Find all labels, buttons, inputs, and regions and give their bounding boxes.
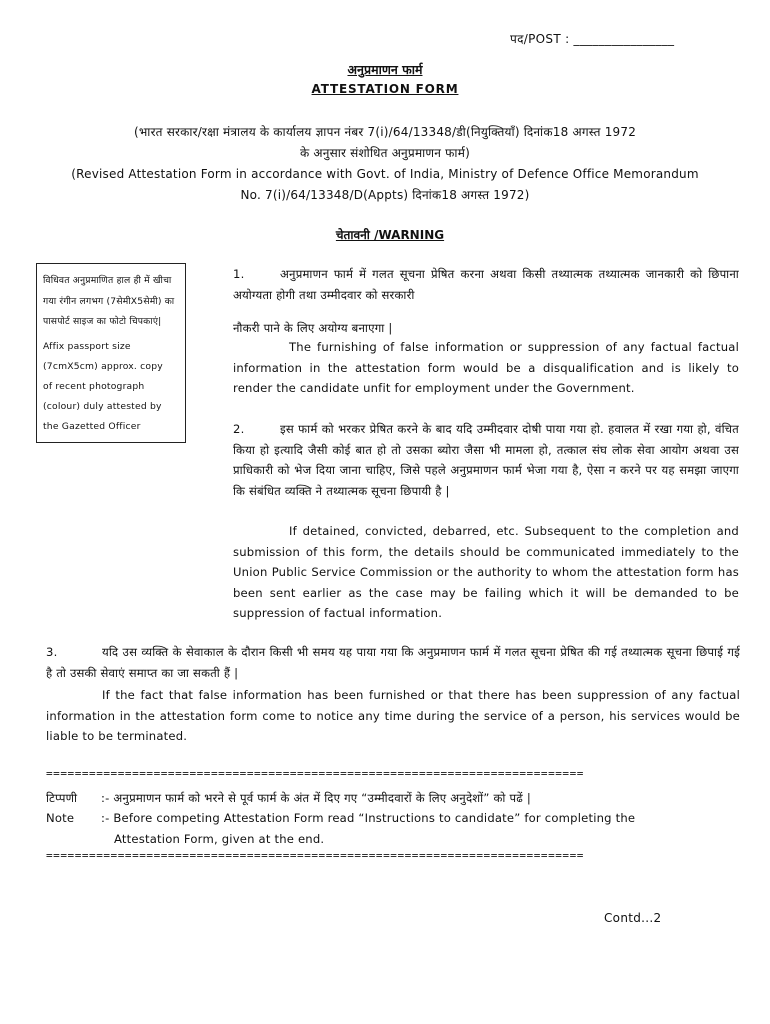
para3-hindi-text: यदि उस व्यक्ति के सेवाकाल के दौरान किसी भी समय यह पाया गया कि अनुप्रमाणन फार्म में गलत सूचना प्रेषित की गई तथ्यात्मक सूचना छिपाई गई है तो उसकी सेवाएं समाप्त का जा सकती हैं | xyxy=(46,645,740,680)
note-hindi-label: टिप्पणी xyxy=(46,791,78,805)
subtitle-line: (Revised Attestation Form in accordance with Govt. of India, Ministry of Defence Office Memorandum xyxy=(71,167,699,181)
photo-instructions-english-line: the Gazetted Officer xyxy=(43,420,141,432)
post-field: पद/POST : ________________ xyxy=(510,32,675,46)
note-english xyxy=(46,808,635,829)
para1-english xyxy=(233,337,739,399)
divider-top: =========================================================================== xyxy=(46,767,584,780)
note-hindi-text: :- अनुप्रमाणन फार्म को भरने से पूर्व फार्म के अंत में दिए गए “उम्मीदवारों के लिए अनुदेशों” को पढें | xyxy=(101,791,531,805)
para2-english-text: If detained, convicted, debarred, etc. Subsequent to the completion and submission of this form, the details should be communicated immediately to the Union Public Service Commission or the authority to whom the attestation form has been sent earlier as the case may be failing which it will be demanded to be suppression of factual information. xyxy=(233,524,739,621)
divider-bottom: =========================================================================== xyxy=(46,849,584,862)
note-english-label: Note xyxy=(46,811,75,825)
para3-hindi xyxy=(46,642,740,683)
photo-instructions-english-line: (7cmX5cm) approx. copy xyxy=(43,360,163,372)
para3-english xyxy=(46,685,740,747)
photo-instructions-english-line: of recent photograph xyxy=(43,380,145,392)
para2-hindi-text: इस फार्म को भरकर प्रेषित करने के बाद यदि उम्मीदवार दोषी पाया गया हो. हवालत में रखा गया हो, वंचित किया हो इत्यादि जैसी कोई बात हो तो उसका ब्योरा जैसा भी मामला हो, तत्काल संघ लोक सेवा आयोग अथवा उस प्राधिकारी को भेज दिया जाना चाहिए, जिसे पहले अनुप्रमाणन फार्म भेजा गया है, ऐसा न करने पर यह समझा जाएगा कि संबंधित व्यक्ति ने तथ्यात्मक सूचना छिपायी है | xyxy=(233,422,739,498)
para1-hindi-text: अनुप्रमाणन फार्म में गलत सूचना प्रेषित करना अथवा किसी तथ्यात्मक तथ्यात्मक जानकारी को छिपाना अयोग्यता होगी तथा उम्मीदवार को सरकारी xyxy=(233,267,739,302)
para3-number: 3. xyxy=(46,645,58,659)
para3-english-text: If the fact that false information has been furnished or that there has been suppression of any factual information in the attestation form come to notice any time during the service of a person, his services would be liable to be terminated. xyxy=(46,688,740,744)
photo-instructions-english-line: Affix passport size xyxy=(43,340,131,352)
form-title-hindi: अनुप्रमाणन फार्म xyxy=(347,62,423,77)
warning-heading: चेतावनी /WARNING xyxy=(335,228,445,242)
form-title-english: ATTESTATION FORM xyxy=(311,82,459,96)
para1-hindi xyxy=(233,264,739,305)
para2-number: 2. xyxy=(233,422,245,436)
photo-instructions-hindi: विधिवत अनुप्रमाणित हाल ही में खीचा गया रंगीन लगभग (7सेमीX5सेमी) का पासपोर्ट साइज का फोटो चिपकाएं| xyxy=(43,275,175,327)
para1-hindi-continued: नौकरी पाने के लिए अयोग्य बनाएगा | xyxy=(233,321,393,335)
subtitle-line: के अनुसार संशोधित अनुप्रमाणन फार्म) xyxy=(299,146,471,160)
para2-hindi xyxy=(233,419,739,501)
para1-english-text: The furnishing of false information or suppression of any factual factual information in the attestation form would be a disqualification and is likely to render the candidate unfit for employment under the Government. xyxy=(233,340,739,396)
form-subtitle xyxy=(60,122,710,206)
subtitle-line: No. 7(i)/64/13348/D(Appts) दिनांक18 अगस्त 1972) xyxy=(240,188,530,202)
note-hindi xyxy=(46,788,531,809)
photo-box[interactable] xyxy=(36,263,186,443)
para1-number: 1. xyxy=(233,267,245,281)
photo-instructions-english-line: (colour) duly attested by xyxy=(43,400,162,412)
note-english-text: :- Before competing Attestation Form read “Instructions to candidate” for completing the xyxy=(101,811,636,825)
continued-marker: Contd...2 xyxy=(604,911,662,925)
subtitle-line: (भारत सरकार/रक्षा मंत्रालय के कार्यालय ज्ञापन नंबर 7(i)/64/13348/डी(नियुक्तियाँ) दिनांक18 अगस्त 1972 xyxy=(133,125,637,139)
para2-english xyxy=(233,521,739,624)
note-english-continued: Attestation Form, given at the end. xyxy=(114,832,325,846)
